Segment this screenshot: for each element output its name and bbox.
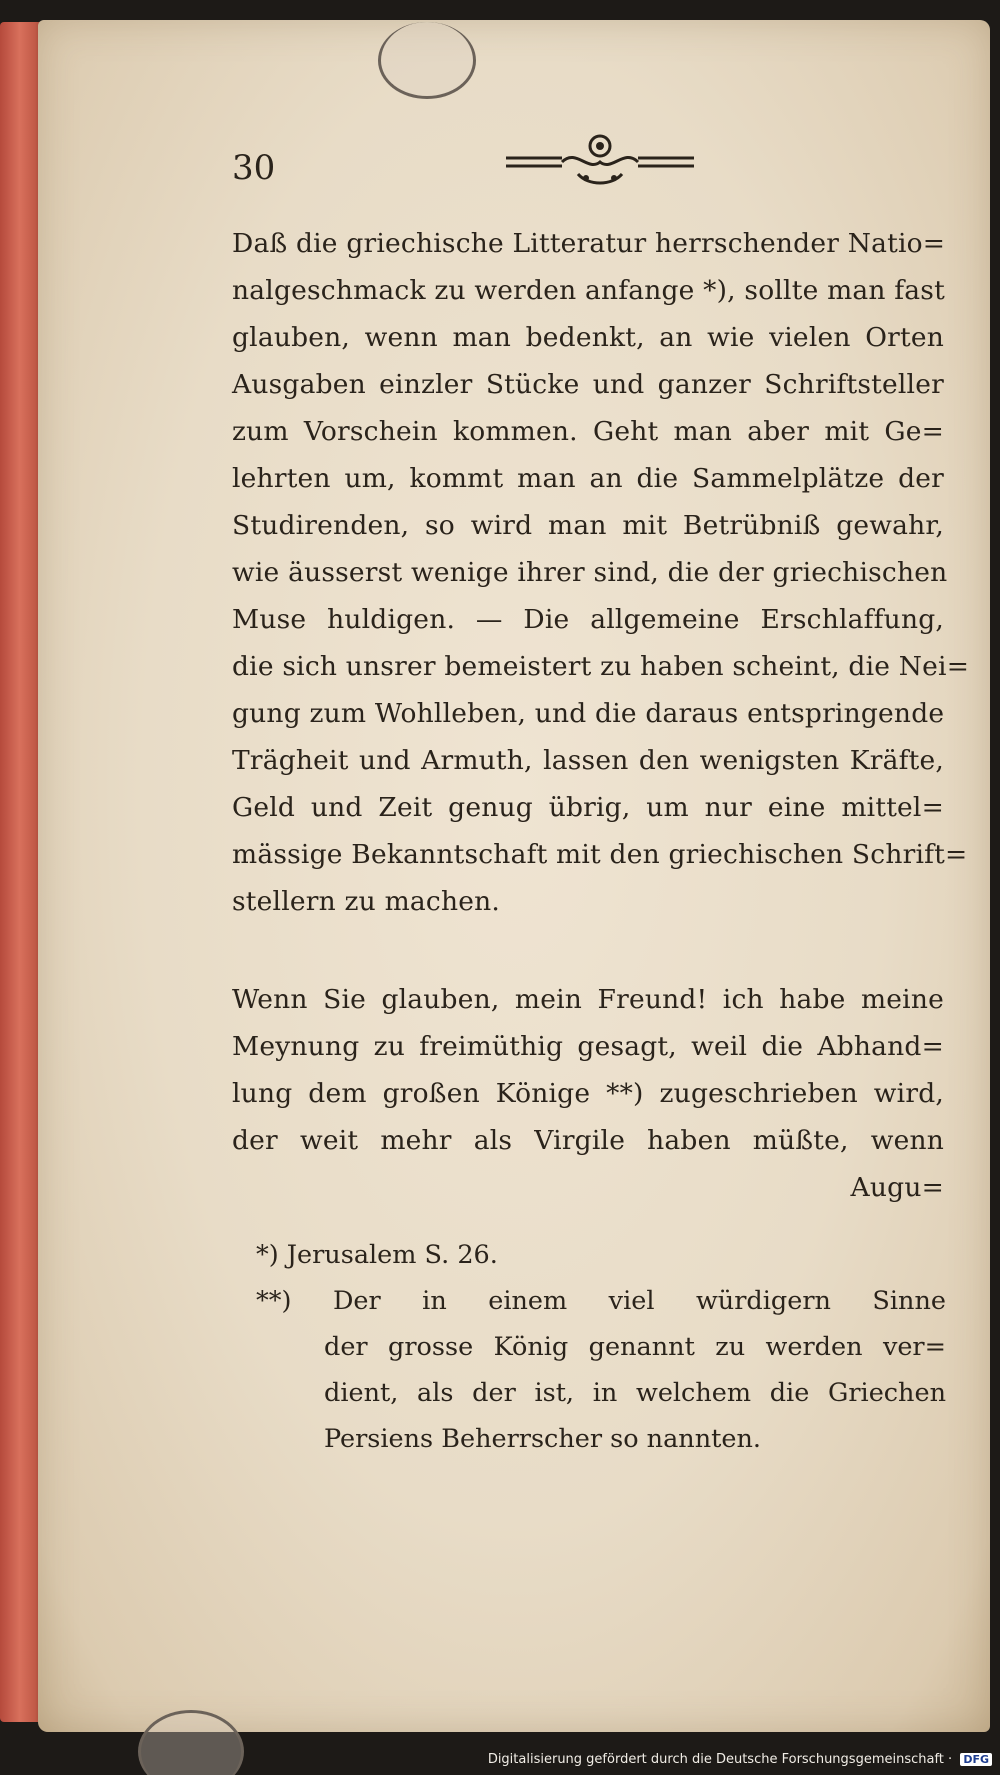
text-line: die sich unsrer bemeistert zu haben scheint, die Nei= bbox=[232, 651, 970, 682]
dfg-logo-icon: DFG bbox=[960, 1753, 992, 1766]
text-line: Studirenden, so wird man mit Betrübniß gewahr, bbox=[232, 510, 944, 541]
floral-ornament-icon bbox=[500, 128, 700, 196]
text-line: zum Vorschein kommen. Geht man aber mit Ge= bbox=[232, 416, 944, 447]
text-line: Ausgaben einzler Stücke und ganzer Schriftsteller bbox=[232, 369, 944, 400]
text-line: wie äusserst wenige ihrer sind, die der griechischen bbox=[232, 557, 948, 588]
text-line: lehrten um, kommt man an die Sammelplätze der bbox=[232, 463, 944, 494]
digitization-credit bbox=[488, 1752, 992, 1767]
text-line: glauben, wenn man bedenkt, an wie vielen Orten bbox=[232, 322, 944, 353]
credit-text: Digitalisierung gefördert durch die Deutsche Forschungsgemeinschaft · bbox=[487, 1752, 953, 1767]
footnote-2-first-line: **) Der in einem viel würdigern Sinne bbox=[256, 1286, 946, 1316]
page-clip-top-icon bbox=[378, 22, 476, 99]
text-line: Muse huldigen. — Die allgemeine Erschlaffung, bbox=[232, 604, 944, 635]
paragraph-main bbox=[232, 220, 970, 925]
catchword: Augu= bbox=[850, 1172, 944, 1203]
footnote-2-line: dient, als der ist, in welchem die Griechen bbox=[324, 1378, 946, 1408]
footnote-1: *) Jerusalem S. 26. bbox=[256, 1240, 498, 1270]
footnote-2-line: Persiens Beherrscher so nannten. bbox=[324, 1424, 762, 1454]
text-line: mässige Bekanntschaft mit den griechischen Schrift= bbox=[232, 839, 968, 870]
text-line: lung dem großen Könige **) zugeschrieben wird, bbox=[232, 1078, 944, 1109]
text-line: Wenn Sie glauben, mein Freund! ich habe meine bbox=[232, 984, 944, 1015]
footnote-2-line: der grosse König genannt zu werden ver= bbox=[324, 1332, 946, 1362]
text-line: Daß die griechische Litteratur herrschender Natio= bbox=[232, 228, 946, 259]
paragraph-second bbox=[232, 976, 944, 1211]
text-line: gung zum Wohlleben, und die daraus entspringende bbox=[232, 698, 945, 729]
text-line: Geld und Zeit genug übrig, um nur eine mittel= bbox=[232, 792, 944, 823]
text-line: nalgeschmack zu werden anfange *), sollte man fast bbox=[232, 275, 945, 306]
page-number: 30 bbox=[232, 148, 276, 188]
footnotes bbox=[256, 1232, 946, 1462]
text-line: stellern zu machen. bbox=[232, 886, 500, 917]
text-line: Meynung zu freimüthig gesagt, weil die Abhand= bbox=[232, 1031, 944, 1062]
text-line: Trägheit und Armuth, lassen den wenigsten Kräfte, bbox=[232, 745, 944, 776]
page-clip-bottom-icon bbox=[138, 1710, 244, 1775]
text-line: der weit mehr als Virgile haben müßte, wenn bbox=[232, 1125, 944, 1156]
